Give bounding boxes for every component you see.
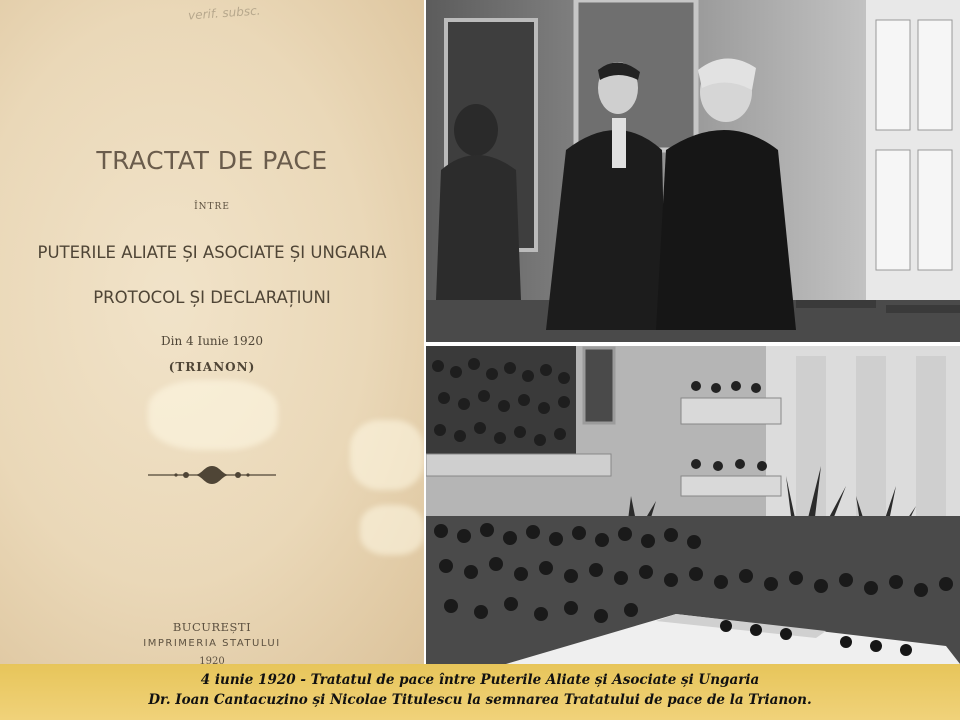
document-place: (TRIANON) bbox=[168, 360, 256, 374]
ornament-icon bbox=[146, 462, 278, 488]
caption-line-2: Dr. Ioan Cantacuzino și Nicolae Titulescu la semnarea Tratatului de pace de la Trianon. bbox=[148, 692, 812, 708]
document-printer: IMPRIMERIA STATULUI bbox=[143, 638, 281, 649]
paper-stain bbox=[360, 505, 424, 555]
photo-two-diplomats bbox=[426, 0, 960, 342]
document-title: TRACTAT DE PACE bbox=[96, 146, 328, 175]
paper-stain bbox=[350, 420, 424, 490]
paper-stain bbox=[148, 380, 278, 450]
document-parties: PUTERILE ALIATE ȘI ASOCIATE ȘI UNGARIA bbox=[37, 243, 387, 262]
treaty-cover-scan bbox=[0, 0, 424, 664]
document-protocol: PROTOCOL ȘI DECLARAȚIUNI bbox=[93, 288, 331, 307]
caption-line-1: 4 iunie 1920 - Tratatul de pace între Puterile Aliate și Asociate și Ungaria bbox=[200, 672, 760, 688]
pencil-note: verif. subsc. bbox=[187, 3, 261, 23]
document-between: ÎNTRE bbox=[194, 202, 230, 212]
document-date: Din 4 Iunie 1920 bbox=[161, 334, 263, 348]
document-city: BUCUREȘTI bbox=[172, 620, 252, 634]
photo-signing-hall bbox=[426, 346, 960, 664]
document-year: 1920 bbox=[199, 656, 225, 664]
